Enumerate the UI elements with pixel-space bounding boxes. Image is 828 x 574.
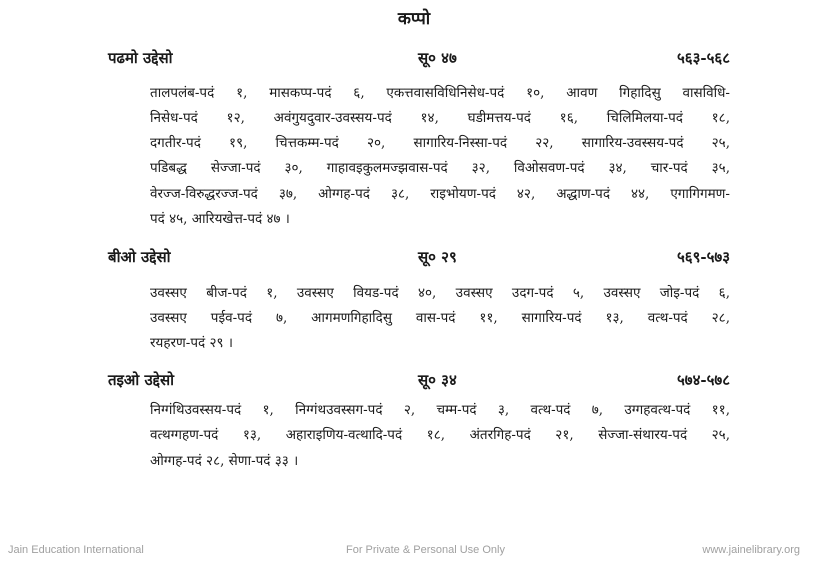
body-line: उवस्सए पईव-पदं ७, आगमणगिहादिसु वास-पदं ११, सागारिय-पदं १३, वत्थ-पदं २८, (150, 310, 730, 326)
body-line: दगतीर-पदं १९, चित्तकम्म-पदं २०, सागारिय-निस्सा-पदं २२, सागारिय-उवस्सय-पदं २५, (150, 135, 730, 151)
footer-center: For Private & Personal Use Only (346, 544, 505, 556)
section-name: तइओ उद्देसो (108, 371, 174, 389)
section-heading-2 (108, 247, 730, 269)
footer-right[interactable]: www.jainelibrary.org (702, 544, 800, 556)
footer-left: Jain Education International (8, 544, 144, 556)
body-line: पडिबद्ध सेज्जा-पदं ३०, गाहावइकुलमज्झवास-पदं ३२, विओसवण-पदं ३४, चार-पदं ३५, (150, 160, 730, 176)
section-heading-1 (108, 48, 730, 70)
body-line: रयहरण-पदं २९ । (150, 335, 233, 351)
page-range: ५६९-५७३ (676, 248, 730, 266)
section-name: बीओ उद्देसो (108, 248, 171, 266)
body-line: ओग्गह-पदं २८, सेणा-पदं ३३ । (150, 453, 299, 469)
body-line: निग्गंथिउवस्सय-पदं १, निग्गंथउवस्सग-पदं २, चम्म-पदं ३, वत्थ-पदं ७, उग्गहवत्थ-पदं ११, (150, 402, 730, 418)
page-title: कप्पो (397, 9, 431, 29)
body-line: तालपलंब-पदं १, मासकप्प-पदं ६, एकत्तवासविधिनिसेध-पदं १०, आवण गिहादिसु वासविधि- (150, 85, 730, 101)
body-line: निसेध-पदं १२, अवंगुयदुवार-उवस्सय-पदं १४, घडीमत्तय-पदं १६, चिलिमिलया-पदं १८, (150, 110, 730, 126)
body-line: वत्थग्गहण-पदं १३, अहाराइणिय-वत्थादि-पदं १८, अंतरगिह-पदं २१, सेज्जा-संथारय-पदं २५, (150, 427, 730, 443)
section-name: पढमो उद्देसो (108, 49, 173, 67)
body-line: पदं ४५, आरियखेत्त-पदं ४७ । (150, 211, 290, 227)
body-line: उवस्सए बीज-पदं १, उवस्सए वियड-पदं ४०, उवस्सए उदग-पदं ५, उवस्सए जोइ-पदं ६, (150, 285, 730, 301)
section-heading-3 (108, 370, 730, 392)
page-range: ५७४-५७८ (676, 371, 730, 389)
body-line: वेरज्ज-विरुद्धरज्ज-पदं ३७, ओग्गह-पदं ३८, राइभोयण-पदं ४२, अद्धाण-पदं ४४, एगागिगमण- (150, 186, 730, 202)
page-range: ५६३-५६८ (676, 49, 730, 67)
sutra-count: सू० २९ (418, 248, 457, 266)
sutra-count: सू० ३४ (418, 371, 457, 389)
sutra-count: सू० ४७ (418, 49, 457, 67)
